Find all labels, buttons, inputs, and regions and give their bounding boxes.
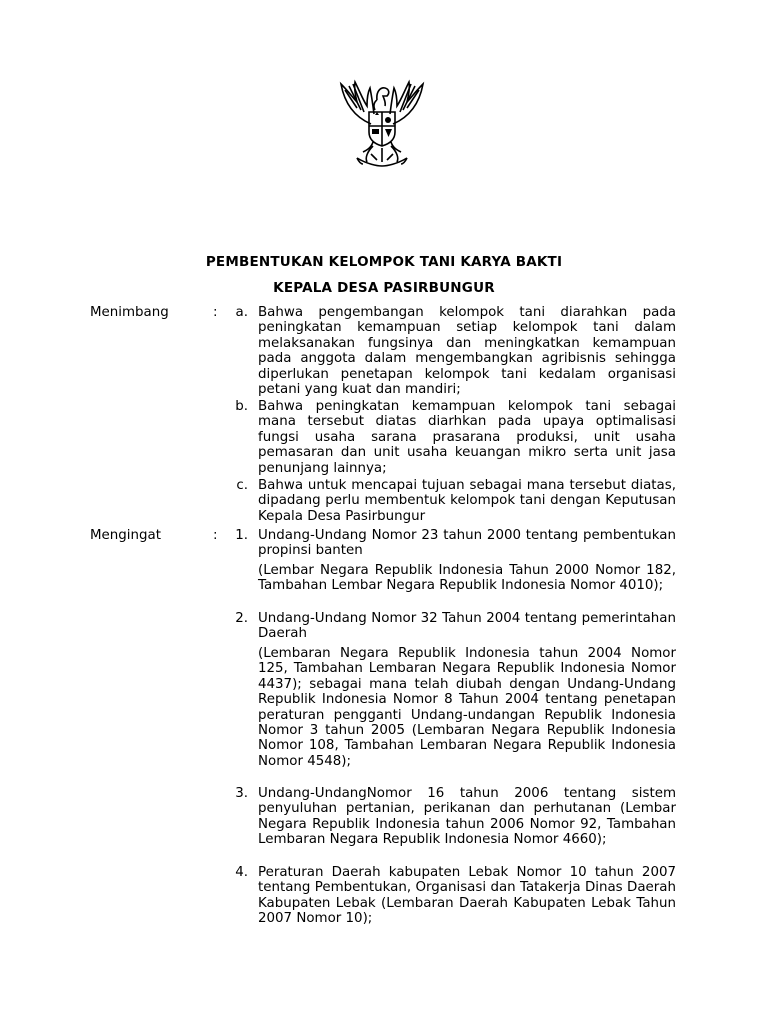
- mengingat-separator: :: [213, 528, 218, 543]
- document-subtitle: KEPALA DESA PASIRBUNGUR: [273, 280, 495, 296]
- mengingat-marker-4: 4.: [235, 865, 248, 880]
- menimbang-marker-b: b.: [235, 399, 248, 414]
- mengingat-item-4: Peraturan Daerah kabupaten Lebak Nomor 10 tahun 2007 tentang Pembentukan, Organisasi dan Tatakerja Dinas Daerah Kabupaten Lebak (Lembaran Daerah Kabupaten Lebak Tahun 2007 Nomor 10);: [258, 865, 676, 927]
- mengingat-item-1-note: (Lembar Negara Republik Indonesia Tahun 2000 Nomor 182, Tambahan Lembar Negara Republik Indonesia Nomor 4010);: [258, 563, 676, 594]
- mengingat-item-2-note: (Lembaran Negara Republik Indonesia tahun 2004 Nomor 125, Tambahan Lembaran Negara Republik Indonesia Nomor 4437); sebagai mana telah diubah dengan Undang-Undang Republik Indonesia Nomor 8 Tahun 2004 tentang penetapan peraturan pengganti Undang-undangan Republik Indonesia Nomor 3 tahun 2005 (Lembaran Negara Republik Indonesia Nomor 108, Tambahan Lembaran Negara Republik Indonesia Nomor 4548);: [258, 646, 676, 769]
- menimbang-item-b: Bahwa peningkatan kemampuan kelompok tani sebagai mana tersebut diatas diarhkan pada upaya optimalisasi fungsi usaha sarana prasarana produksi, unit usaha pemasaran dan unit usaha keuangan mikro serta unit jasa penunjang lainnya;: [258, 399, 676, 476]
- menimbang-item-c: Bahwa untuk mencapai tujuan sebagai mana tersebut diatas, dipadang perlu membentuk kelompok tani dengan Keputusan Kepala Desa Pasirbungur: [258, 478, 676, 524]
- menimbang-item-a: Bahwa pengembangan kelompok tani diarahkan pada peningkatan kemampuan setiap kelompok tani dalam melaksanakan fungsinya dan meningkatkan kemampuan pada anggota dalam mengembangkan agribisnis sehingga diperlukan penetapan kelompok tani kedalam organisasi petani yang kuat dan mandiri;: [258, 305, 676, 398]
- menimbang-separator: :: [213, 305, 218, 320]
- mengingat-marker-1: 1.: [235, 528, 248, 543]
- mengingat-marker-2: 2.: [235, 611, 248, 626]
- mengingat-marker-3: 3.: [235, 786, 248, 801]
- menimbang-marker-a: a.: [235, 305, 248, 320]
- garuda-pancasila-emblem-icon: [327, 76, 437, 170]
- mengingat-item-2: Undang-Undang Nomor 32 Tahun 2004 tentang pemerintahan Daerah: [258, 611, 676, 642]
- mengingat-label: Mengingat: [90, 528, 161, 543]
- mengingat-item-1: Undang-Undang Nomor 23 tahun 2000 tentang pembentukan propinsi banten: [258, 528, 676, 559]
- document-title: PEMBENTUKAN KELOMPOK TANI KARYA BAKTI: [205, 254, 563, 270]
- menimbang-label: Menimbang: [90, 305, 169, 320]
- menimbang-marker-c: c.: [236, 478, 248, 493]
- mengingat-item-3: Undang-UndangNomor 16 tahun 2006 tentang sistem penyuluhan pertanian, perikanan dan perhutanan (Lembar Negara Republik Indonesia tahun 2006 Nomor 92, Tambahan Lembaran Negara Republik Indonesia Nomor 4660);: [258, 786, 676, 848]
